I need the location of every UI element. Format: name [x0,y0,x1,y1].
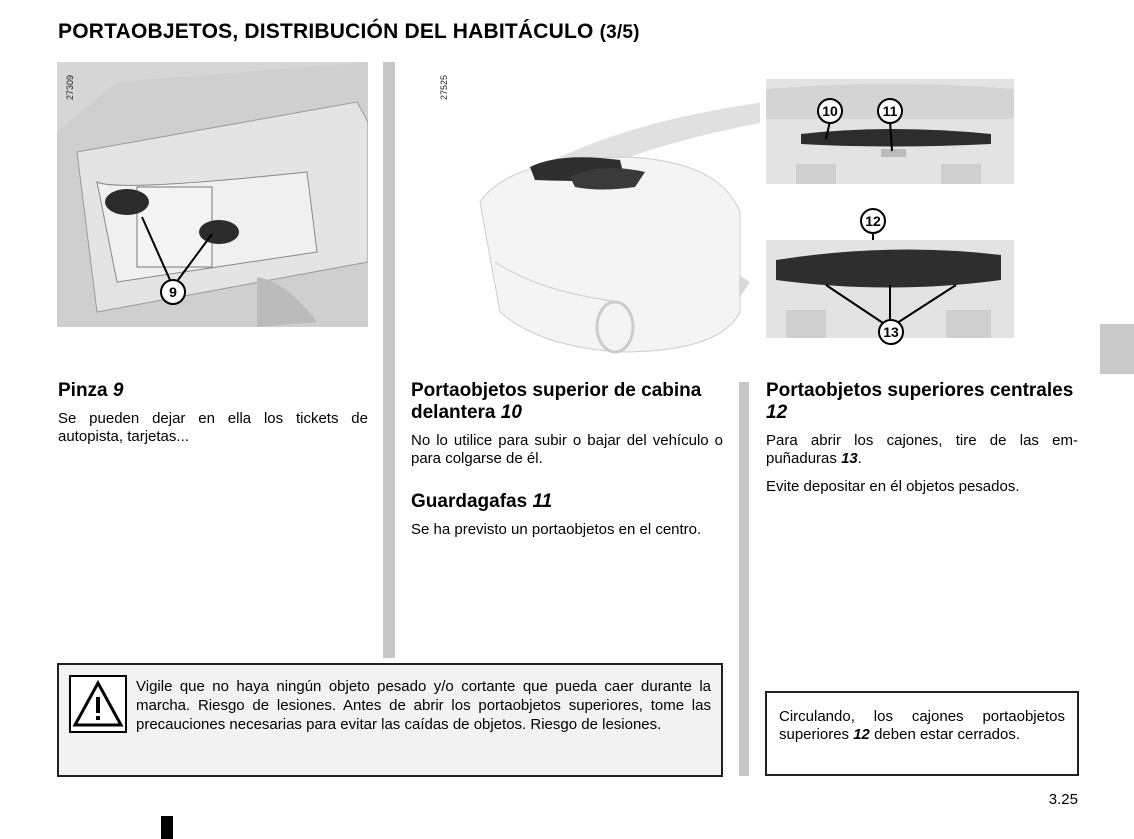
figure-car [420,62,760,362]
section-front-storage-text: No lo utilice para subir o bajar del vehículo o para colgarse de él. [411,432,723,467]
chapter-tab [1100,324,1134,374]
warning-icon [69,675,127,733]
section-glasses-heading: Guardagafas 11 [411,491,553,512]
warning-box [57,663,723,777]
section-clip-heading: Pinza 9 [58,380,124,401]
page-title-text: PORTAOBJETOS, DISTRIBUCIÓN DEL HABITÁCULO [58,20,594,43]
note-box [765,691,1079,776]
column-divider-2 [739,382,749,776]
clip-illustration [57,62,368,327]
section-center-storage-heading: Portaobjetos superiores centrales 12 [766,380,1074,423]
page-title [58,20,640,44]
page-number: 3.25 [1048,791,1078,808]
section-clip [58,380,368,446]
section-center-storage-text1: Para abrir los cajones, tire de las empuñaduras 13. [766,432,1078,467]
note-text: Circulando, los cajones portaobjetos superiores 12 deben estar cerrados. [779,708,1065,743]
column-divider-1 [383,62,395,658]
figure-code-2: 27525 [439,74,449,100]
section-center-storage-text2: Evite depositar en él objetos pesados. [766,478,1020,495]
callout-9: 9 [169,284,177,300]
page-title-part: (3/5) [599,22,640,43]
callout-10: 10 [822,103,838,119]
section-front-storage [411,380,723,539]
callout-13-marker [876,318,906,348]
callout-13: 13 [883,324,899,340]
crop-mark [161,816,173,839]
figure-clip [57,62,368,327]
section-center-storage [766,380,1078,496]
car-illustration [420,62,760,362]
callout-12: 12 [865,213,881,229]
section-glasses-text: Se ha previsto un portaobjetos en el centro. [411,521,702,538]
section-clip-text: Se pueden dejar en ella los tickets de autopista, tarjetas... [58,410,368,445]
figure-front-storage [766,79,1014,184]
section-front-storage-heading: Portaobjetos superior de cabina delantera 10 [411,380,702,423]
callout-11: 11 [882,103,898,119]
figure-code-1: 27309 [65,74,75,100]
front-storage-illustration [766,79,1014,184]
warning-text: Vigile que no haya ningún objeto pesado y/o cortante que pueda caer durante la marcha. Riesgo de lesiones. Antes de abrir los portaobjetos superiores, tome las precauciones necesarias para evitar las caídas de objetos. Riesgo de lesiones. [136,678,711,733]
